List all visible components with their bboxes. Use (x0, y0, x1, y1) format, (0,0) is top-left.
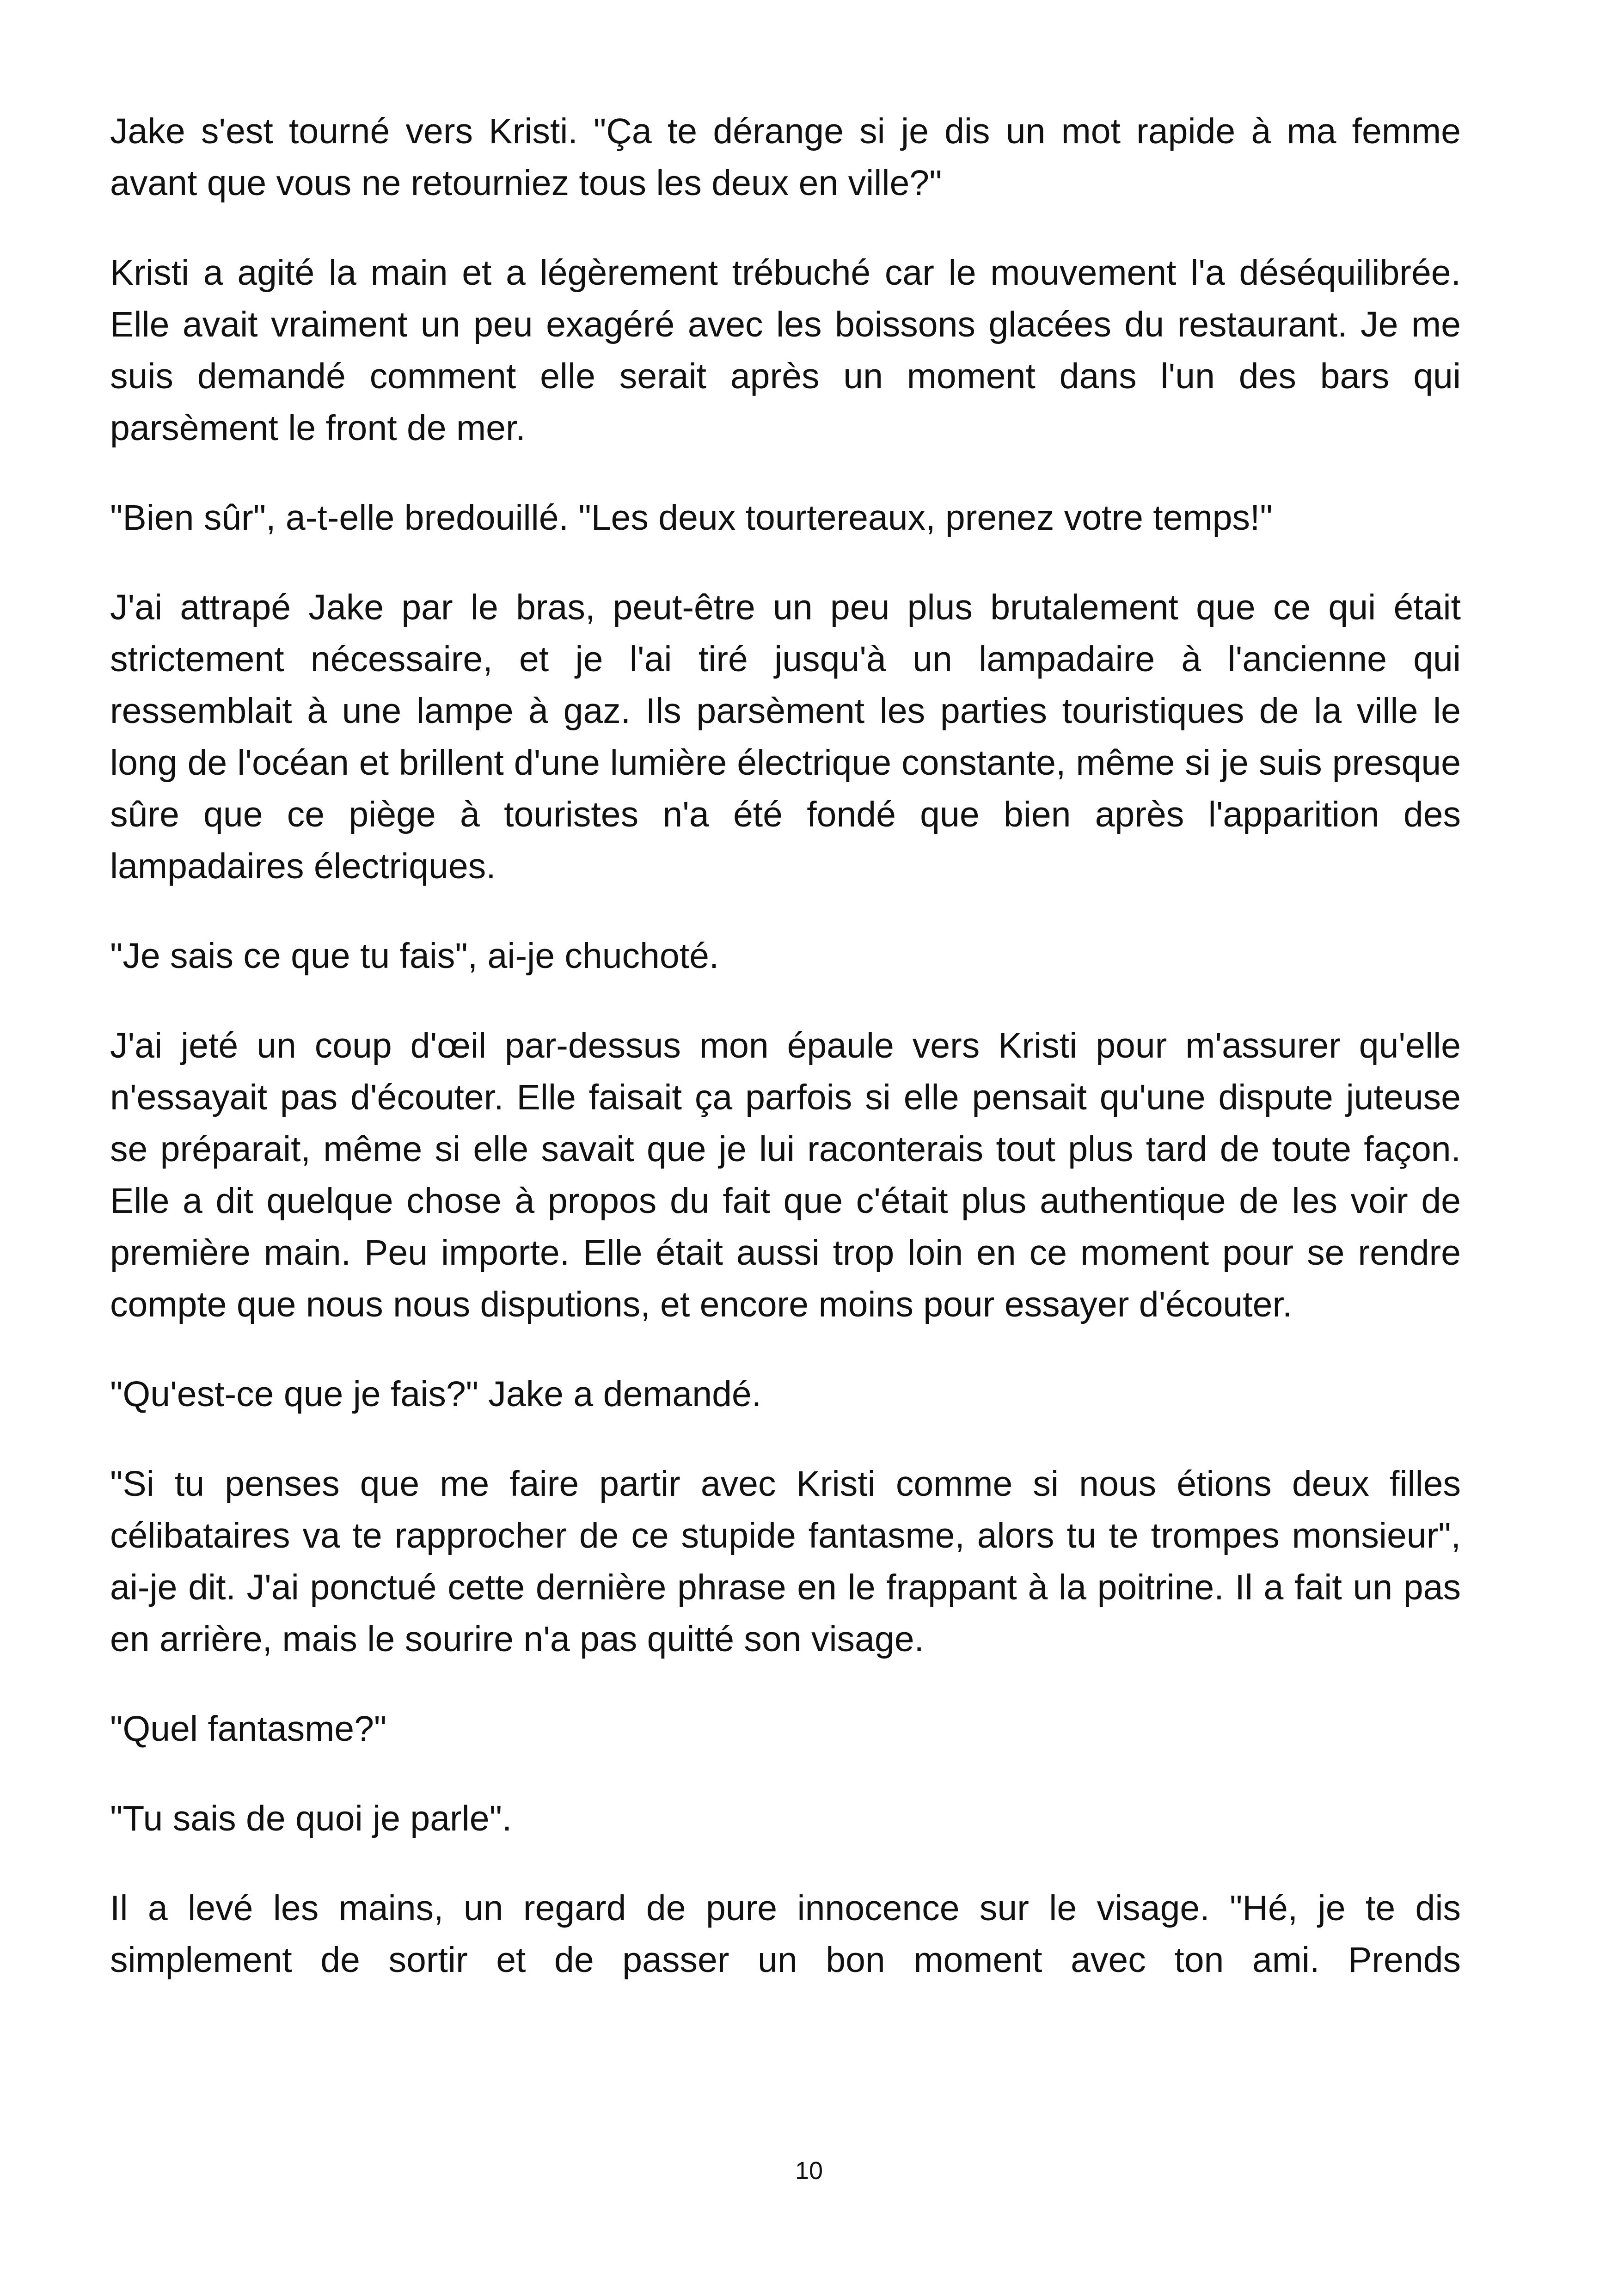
paragraph-11: Il a levé les mains, un regard de pure innocence sur le visage. "Hé, je te dis simplement de sortir et de passer un bon moment avec ton ami. Prends (110, 1888, 1461, 1980)
paragraph-5: "Je sais ce que tu fais", ai-je chuchoté. (110, 936, 719, 976)
paragraph-1: Jake s'est tourné vers Kristi. "Ça te dérange si je dis un mot rapide à ma femme avant que vous ne retourniez tous les deux en ville?" (110, 111, 1461, 203)
page-number: 10 (795, 2157, 823, 2185)
paragraph-4: J'ai attrapé Jake par le bras, peut-être un peu plus brutalement que ce qui était strictement nécessaire, et je l'ai tiré jusqu'à un lampadaire à l'ancienne qui ressemblait à une lampe à gaz. Ils parsèment les parties touristiques de la ville le long de l'océan et brillent d'une lumière électrique constante, même si je suis presque sûre que ce piège à touristes n'a été fondé que bien après l'apparition des lampadaires électriques. (110, 588, 1461, 886)
paragraph-10: "Tu sais de quoi je parle". (110, 1799, 512, 1838)
paragraph-6: J'ai jeté un coup d'œil par-dessus mon épaule vers Kristi pour m'assurer qu'elle n'essayait pas d'écouter. Elle faisait ça parfois si elle pensait qu'une dispute juteuse se préparait, même si elle savait que je lui raconterais tout plus tard de toute façon. Elle a dit quelque chose à propos du fait que c'était plus authentique de les voir de première main. Peu importe. Elle était aussi trop loin en ce moment pour se rendre compte que nous nous disputions, et encore moins pour essayer d'écouter. (110, 1026, 1461, 1324)
paragraph-7: "Qu'est-ce que je fais?" Jake a demandé. (110, 1374, 762, 1414)
paragraph-2: Kristi a agité la main et a légèrement trébuché car le mouvement l'a déséquilibrée. Elle avait vraiment un peu exagéré avec les boissons glacées du restaurant. Je me suis demandé comment elle serait après un moment dans l'un des bars qui parsèment le front de mer. (110, 253, 1461, 448)
paragraph-3: "Bien sûr", a-t-elle bredouillé. "Les deux tourtereaux, prenez votre temps!" (110, 498, 1273, 538)
body-text (110, 105, 1461, 1986)
paragraph-9: "Quel fantasme?" (110, 1709, 387, 1749)
paragraph-8: "Si tu penses que me faire partir avec Kristi comme si nous étions deux filles célibataires va te rapprocher de ce stupide fantasme, alors tu te trompes monsieur", ai-je dit. J'ai ponctué cette dernière phrase en le frappant à la poitrine. Il a fait un pas en arrière, mais le sourire n'a pas quitté son visage. (110, 1464, 1461, 1659)
